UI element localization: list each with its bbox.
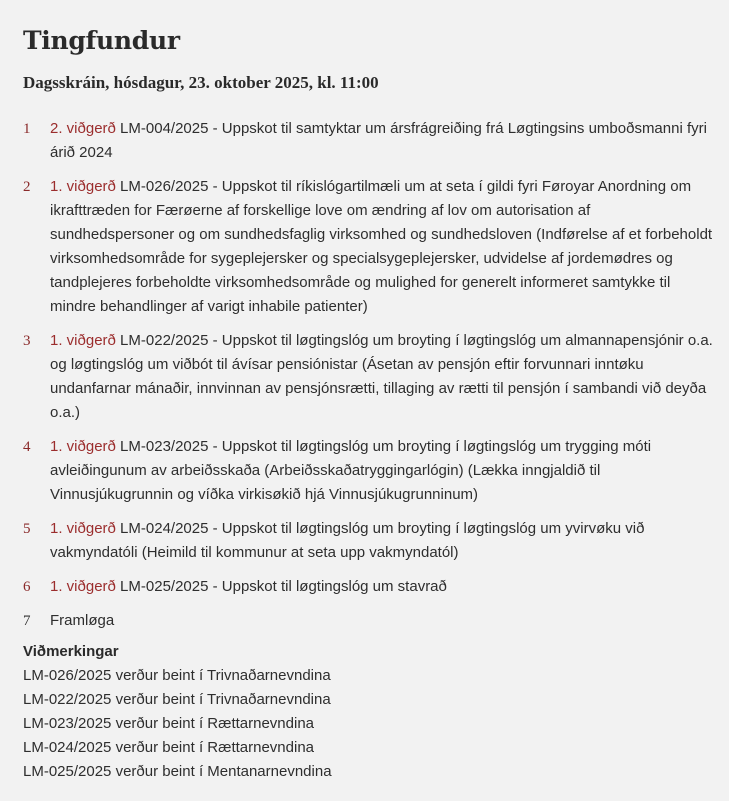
note-line: LM-024/2025 verður beint í Rættarnevndina bbox=[23, 739, 315, 756]
agenda-item bbox=[23, 609, 713, 633]
page-title: Tingfundur bbox=[23, 26, 180, 55]
reading-link[interactable]: 1. viðgerð bbox=[50, 438, 116, 455]
reading-link[interactable]: 1. viðgerð bbox=[50, 332, 116, 349]
notes-title: Viðmerkingar bbox=[23, 643, 119, 660]
agenda-item-text: Framløga bbox=[50, 612, 115, 629]
agenda-item-number: 4 bbox=[23, 439, 31, 455]
agenda-item-number: 6 bbox=[23, 579, 31, 595]
agenda-item-number: 3 bbox=[23, 333, 31, 349]
agenda-subtitle: Dagsskráin, hósdagur, 23. oktober 2025, kl. 11:00 bbox=[23, 73, 379, 92]
note-line: LM-025/2025 verður beint í Mentanarnevndina bbox=[23, 763, 332, 780]
agenda-item bbox=[23, 435, 713, 507]
agenda-item-number: 5 bbox=[23, 521, 31, 537]
agenda-item-text: LM-022/2025 - Uppskot til løgtingslóg um broyting í løgtingslóg um almannapensjónir o.a. og løgtingslóg um viðbót til ávísar pensiónistar (Ásetan av pensjón eftir forvunnari inntøku undanfarnar mánaðir, innvinnan av pensjónsrætti, tillaging av rætti til pensjón í sambandi við deyða o.a.) bbox=[50, 332, 713, 421]
agenda-item-number: 7 bbox=[23, 613, 31, 629]
agenda-list bbox=[23, 117, 713, 643]
reading-link[interactable]: 1. viðgerð bbox=[50, 178, 116, 195]
reading-link[interactable]: 2. viðgerð bbox=[50, 120, 116, 137]
reading-link[interactable]: 1. viðgerð bbox=[50, 520, 116, 537]
note-line: LM-022/2025 verður beint í Trivnaðarnevndina bbox=[23, 691, 331, 708]
agenda-item-text: LM-023/2025 - Uppskot til løgtingslóg um broyting í løgtingslóg um trygging móti avleiðingunum av arbeiðsskaða (Arbeiðsskaðatryggingarlógin) (Lækka inngjaldið til Vinnusjúkugrunnin og víðka virkisøkið hjá Vinnusjúkugrunninum) bbox=[50, 438, 652, 503]
agenda-item-number: 2 bbox=[23, 179, 31, 195]
agenda-item bbox=[23, 517, 713, 565]
agenda-item-text: LM-026/2025 - Uppskot til ríkislógartilmæli um at seta í gildi fyri Føroyar Anordning om ikrafttræden for Færøerne af forskellige love om ændring af lov om autorisation af sundhedspersoner og om sundhedsfaglig virksomhed og sundhedsloven (Indførelse af et forbeholdt virksomhedsområde for sygeplejersker og specialsygeplejersker, udvidelse af jordemødres og tandplejeres forbeholdte virksomhedsområde og mulighed for generelt informeret samtykke til mindre behandlinger af varigt inhabile patienter) bbox=[50, 178, 713, 315]
agenda-item-text: LM-025/2025 - Uppskot til løgtingslóg um stavrað bbox=[120, 578, 447, 595]
agenda-item-number: 1 bbox=[23, 121, 31, 137]
note-line: LM-026/2025 verður beint í Trivnaðarnevndina bbox=[23, 667, 331, 684]
agenda-item bbox=[23, 117, 713, 165]
agenda-item-text: LM-024/2025 - Uppskot til løgtingslóg um broyting í løgtingslóg um yvirvøku við vakmyndatóli (Heimild til kommunur at seta upp vakmyndatól) bbox=[50, 520, 645, 561]
agenda-item bbox=[23, 175, 713, 319]
agenda-item bbox=[23, 329, 713, 425]
agenda-item bbox=[23, 575, 713, 599]
note-line: LM-023/2025 verður beint í Rættarnevndina bbox=[23, 715, 315, 732]
notes-section bbox=[23, 640, 713, 784]
agenda-item-text: LM-004/2025 - Uppskot til samtyktar um ársfrágreiðing frá Løgtingsins umboðsmanni fyri árið 2024 bbox=[50, 120, 707, 161]
reading-link[interactable]: 1. viðgerð bbox=[50, 578, 116, 595]
